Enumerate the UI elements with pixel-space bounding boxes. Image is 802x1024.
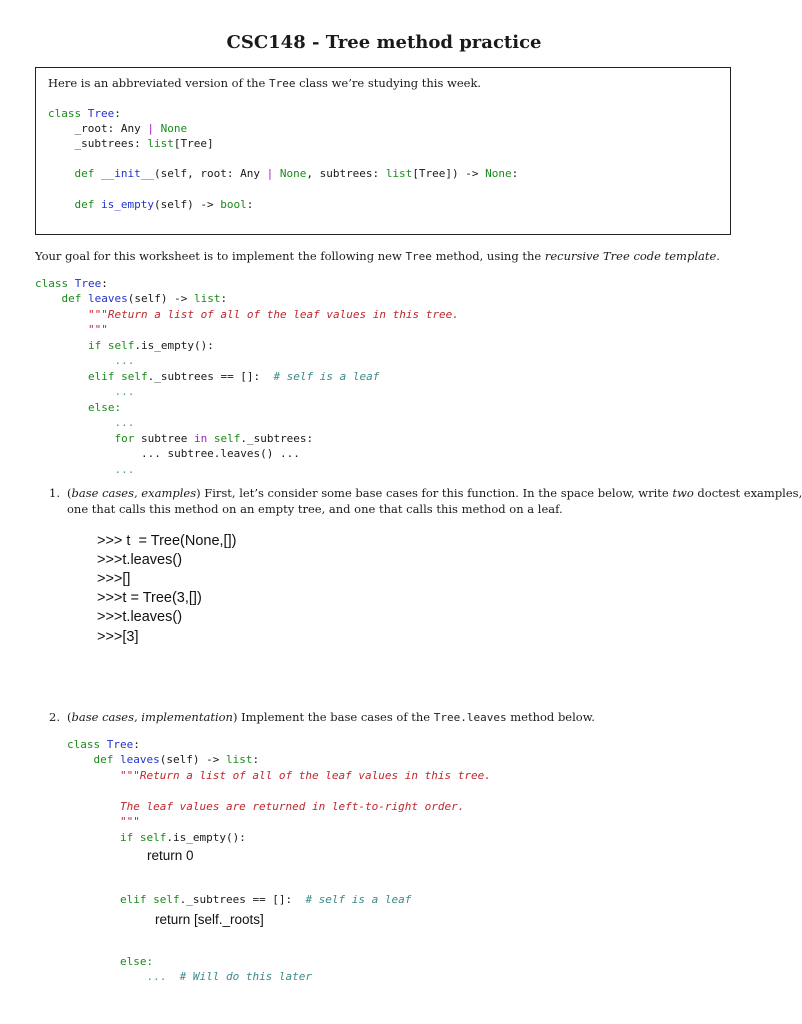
tree-class-box (35, 67, 731, 235)
code-line: class Tree: (35, 277, 108, 290)
code-docstring: """ (35, 323, 108, 336)
code-line: def leaves(self) -> list: (67, 753, 260, 766)
code-line: else: (67, 955, 154, 968)
question-number: 2. (49, 710, 60, 724)
code-line: elif self._subtrees == []: # self is a leaf (35, 370, 380, 383)
code-ellipsis: ... (35, 385, 135, 398)
code-line: elif self._subtrees == []: # self is a leaf (67, 893, 412, 906)
code-line: ... # Will do this later (67, 970, 313, 983)
question-1-text: (base cases, examples) First, let’s consider some base cases for this function. In the space below, write two doctest examples, (67, 486, 802, 500)
code-docstring: """Return a list of all of the leaf values in this tree. (67, 769, 491, 782)
code-line: for subtree in self._subtrees: (35, 432, 314, 445)
code-line: def leaves(self) -> list: (35, 292, 228, 305)
answer-line: >>>[3] (97, 629, 139, 645)
question-2-text: (base cases, implementation) Implement the base cases of the Tree.leaves method below. (67, 710, 595, 724)
answer-line: return [self._roots] (155, 912, 264, 927)
answer-line: >>>[] (97, 571, 131, 587)
answer-line: >>>t = Tree(3,[]) (97, 590, 202, 606)
box-is-empty-line: def is_empty(self) -> bool: (48, 198, 254, 211)
box-class-line: class Tree: (48, 107, 121, 120)
box-init-line: def __init__(self, root: Any | None, subtrees: list[Tree]) -> None: (48, 167, 519, 180)
box-root-line: _root: Any | None (48, 122, 188, 135)
question-number: 1. (49, 486, 60, 500)
code-line: if self.is_empty(): (35, 339, 214, 352)
code-line: else: (35, 401, 122, 414)
code-ellipsis: ... (35, 416, 135, 429)
answer-line: >>> t = Tree(None,[]) (97, 533, 237, 549)
code-docstring: """ (67, 815, 140, 828)
code-line: class Tree: (67, 738, 140, 751)
answer-line: return 0 (147, 848, 194, 863)
page-title: CSC148 - Tree method practice (226, 32, 542, 53)
code-line: if self.is_empty(): (67, 831, 246, 844)
code-line: ... subtree.leaves() ... (35, 447, 300, 460)
code-docstring: """Return a list of all of the leaf values in this tree. (35, 308, 459, 321)
question-1-text-line2: one that calls this method on an empty tree, and one that calls this method on a leaf. (67, 502, 563, 516)
box-intro: Here is an abbreviated version of the Tree class we’re studying this week. (48, 76, 482, 90)
goal-text: Your goal for this worksheet is to implement the following new Tree method, using the recursive Tree code template. (35, 249, 720, 263)
code-docstring: The leaf values are returned in left-to-right order. (67, 800, 465, 813)
code-ellipsis: ... (35, 463, 135, 476)
answer-line: >>>t.leaves() (97, 552, 183, 568)
answer-line: >>>t.leaves() (97, 609, 183, 625)
code-ellipsis: ... (35, 354, 135, 367)
box-subtrees-line: _subtrees: list[Tree] (48, 137, 214, 150)
